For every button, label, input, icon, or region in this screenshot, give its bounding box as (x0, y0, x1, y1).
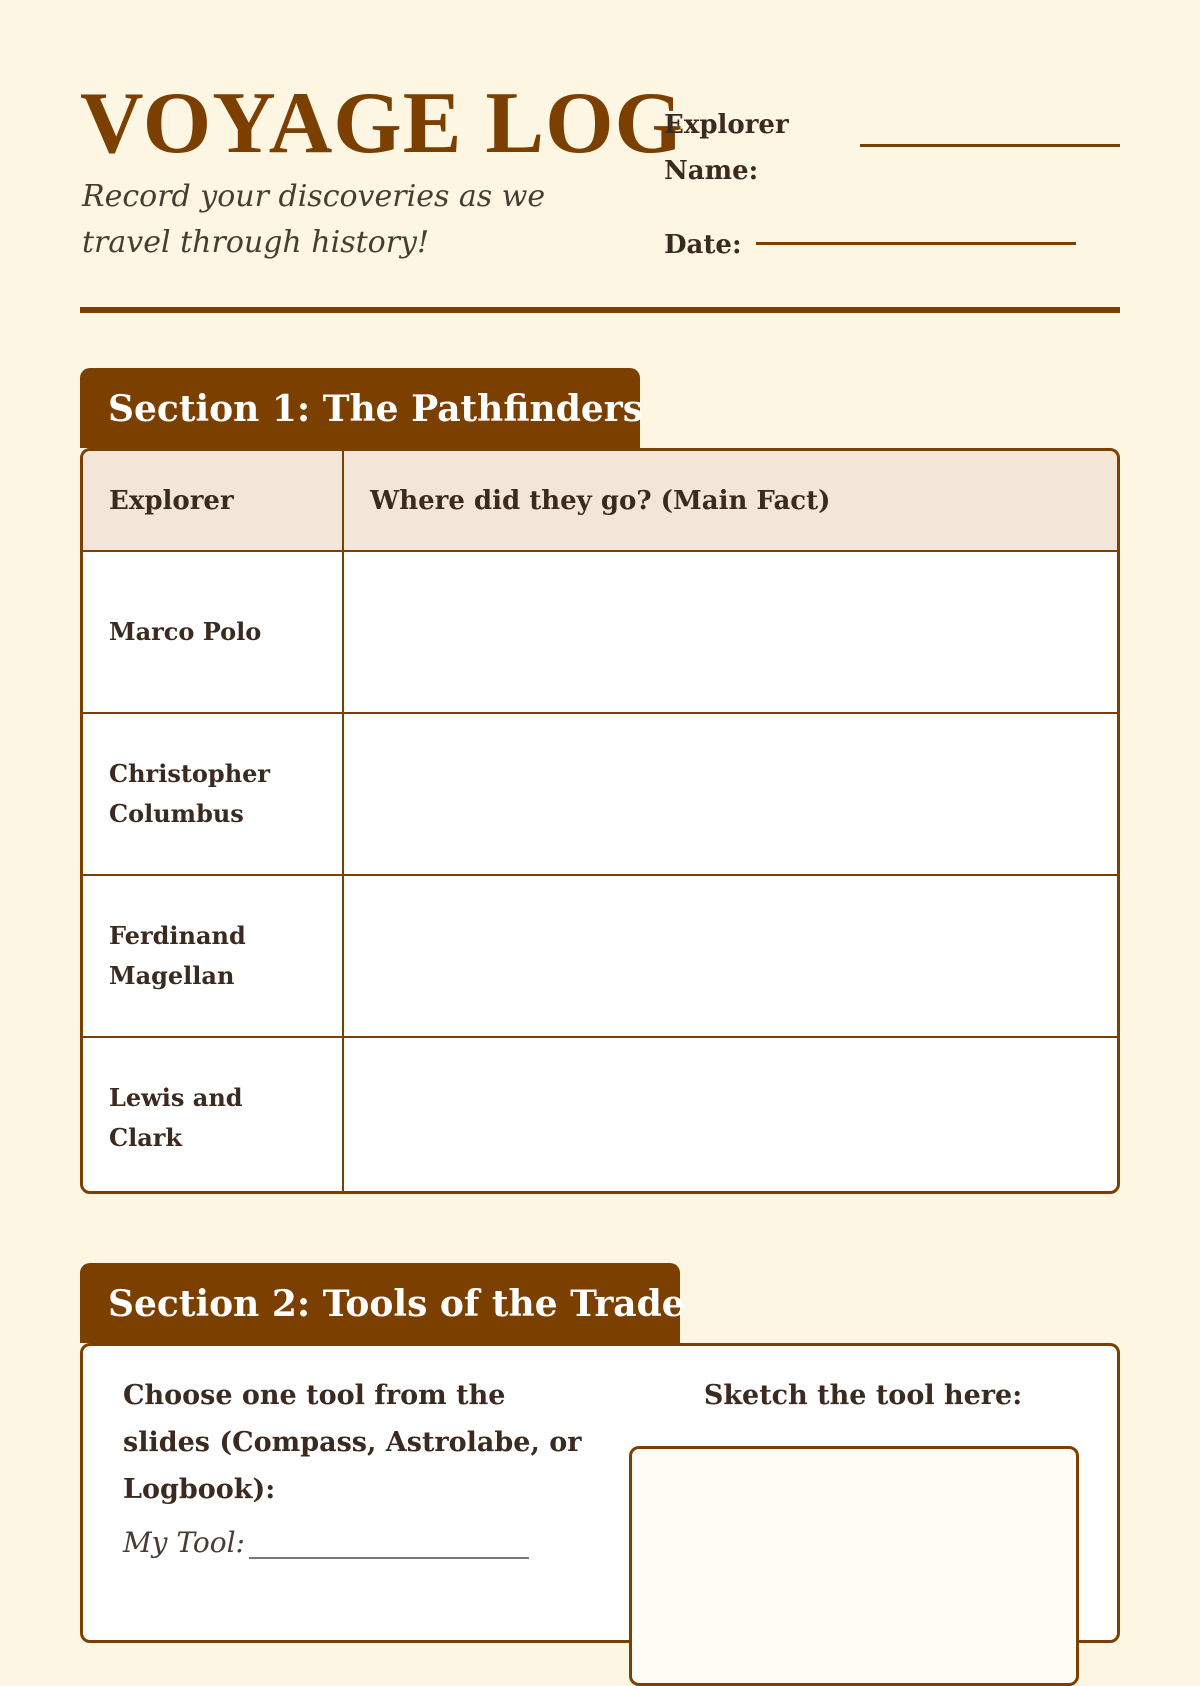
column-header-explorer: Explorer (83, 451, 343, 551)
date-field[interactable] (756, 242, 1076, 245)
table-row (83, 875, 1117, 1037)
section-1-title: Section 1: The Pathfinders (80, 368, 640, 448)
explorer-cell (83, 713, 343, 875)
explorer-name-field[interactable] (860, 144, 1120, 147)
column-header-main-fact: Where did they go? (Main Fact) (343, 451, 1117, 551)
page-subtitle: Record your discoveries as we travel through history! (82, 179, 546, 260)
tools-section (80, 1343, 1120, 1643)
explorer-cell (83, 875, 343, 1037)
header-divider (80, 307, 1120, 313)
sketch-area[interactable] (629, 1446, 1079, 1686)
pathfinders-table (80, 448, 1120, 1194)
my-tool-field[interactable] (249, 1529, 529, 1559)
my-tool-row (123, 1526, 529, 1559)
table-row (83, 1037, 1117, 1194)
table-row (83, 551, 1117, 713)
table-header-row (83, 451, 1117, 551)
page-title: VOYAGE LOG (80, 75, 684, 172)
explorer-name: Christopher Columbus (109, 759, 271, 828)
fact-cell[interactable] (343, 551, 1117, 713)
explorer-cell: Lewis and Clark (83, 1037, 343, 1194)
explorer-name-label: Explorer Name: (664, 110, 789, 186)
header (80, 75, 1120, 310)
section-2-title: Section 2: Tools of the Trade (80, 1263, 680, 1343)
fact-cell[interactable] (343, 713, 1117, 875)
explorer-name: Ferdinand Magellan (109, 921, 246, 990)
sketch-label: Sketch the tool here: (703, 1380, 1023, 1411)
tool-choice-prompt: Choose one tool from the slides (Compass, Astrolabe, or Logbook): (123, 1380, 582, 1505)
table-row (83, 713, 1117, 875)
worksheet-page (80, 0, 1120, 1600)
date-label: Date: (664, 230, 742, 260)
fact-cell[interactable] (343, 875, 1117, 1037)
my-tool-label: My Tool: (123, 1526, 245, 1559)
fact-cell[interactable] (343, 1037, 1117, 1194)
explorer-cell: Marco Polo (83, 551, 343, 713)
